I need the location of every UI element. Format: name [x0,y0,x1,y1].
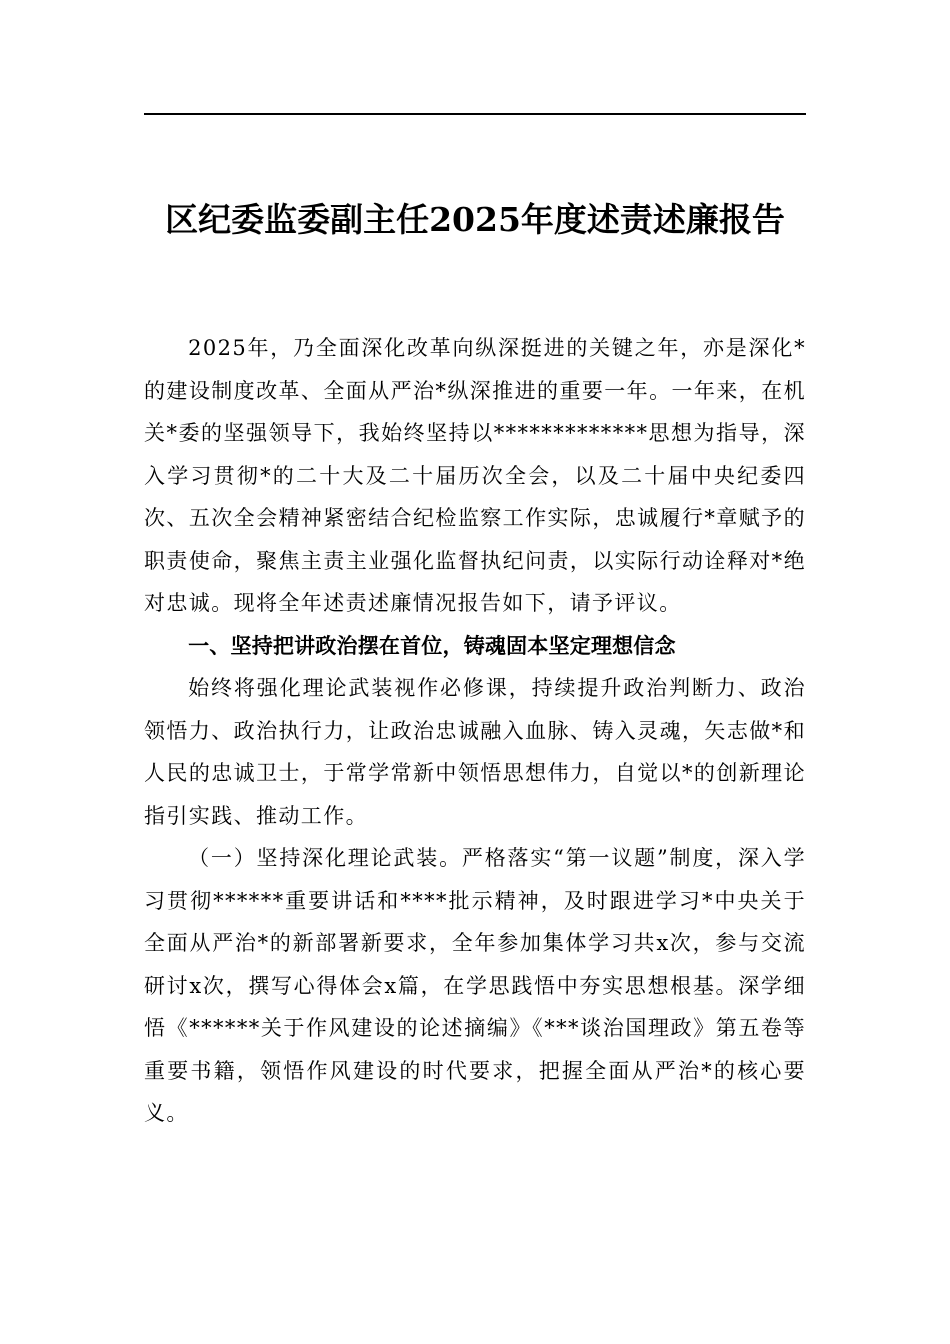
document-title: 区纪委监委副主任2025年度述责述廉报告 [165,200,785,239]
subsection-paragraph [144,837,806,1135]
intro-paragraph: 2025年，乃全面深化改革向纵深挺进的关键之年，亦是深化*的建设制度改革、全面从严治*纵深推进的重要一年。一年来，在机关*委的坚强领导下，我始终坚持以*************思想为指导，深入学习贯彻*的二十大及二十届历次全会，以及二十届中央纪委四次、五次全会精神紧密结合纪检监察工作实际，忠诚履行*章赋予的职责使命，聚焦主责主业强化监督执纪问责，以实际行动诠释对*绝对忠诚。现将全年述责述廉情况报告如下，请予评议。 [144,336,806,615]
section-paragraph: 始终将强化理论武装视作必修课，持续提升政治判断力、政治领悟力、政治执行力，让政治忠诚融入血脉、铸入灵魂，矢志做*和人民的忠诚卫士，于常学常新中领悟思想伟力，自觉以*的创新理论指引实践、推动工作。 [144,676,806,828]
subsection-heading: （一）坚持深化理论武装。 [188,846,462,870]
section-heading: 一、坚持把讲政治摆在首位，铸魂固本坚定理想信念 [188,633,676,658]
subsection-text: 严格落实“第一议题”制度，深入学习贯彻******重要讲话和****批示精神，及时跟进学习*中央关于全面从严治*的新部署新要求，全年参加集体学习共x次，参与交流研讨x次，撰写心得体会x篇，在学思践悟中夯实思想根基。深学细悟《******关于作风建设的论述摘编》《***谈治国理政》第五卷等重要书籍，领悟作风建设的时代要求，把握全面从严治*的核心要义。 [144,846,806,1125]
document-body [144,327,806,1135]
header-rule [144,113,806,115]
